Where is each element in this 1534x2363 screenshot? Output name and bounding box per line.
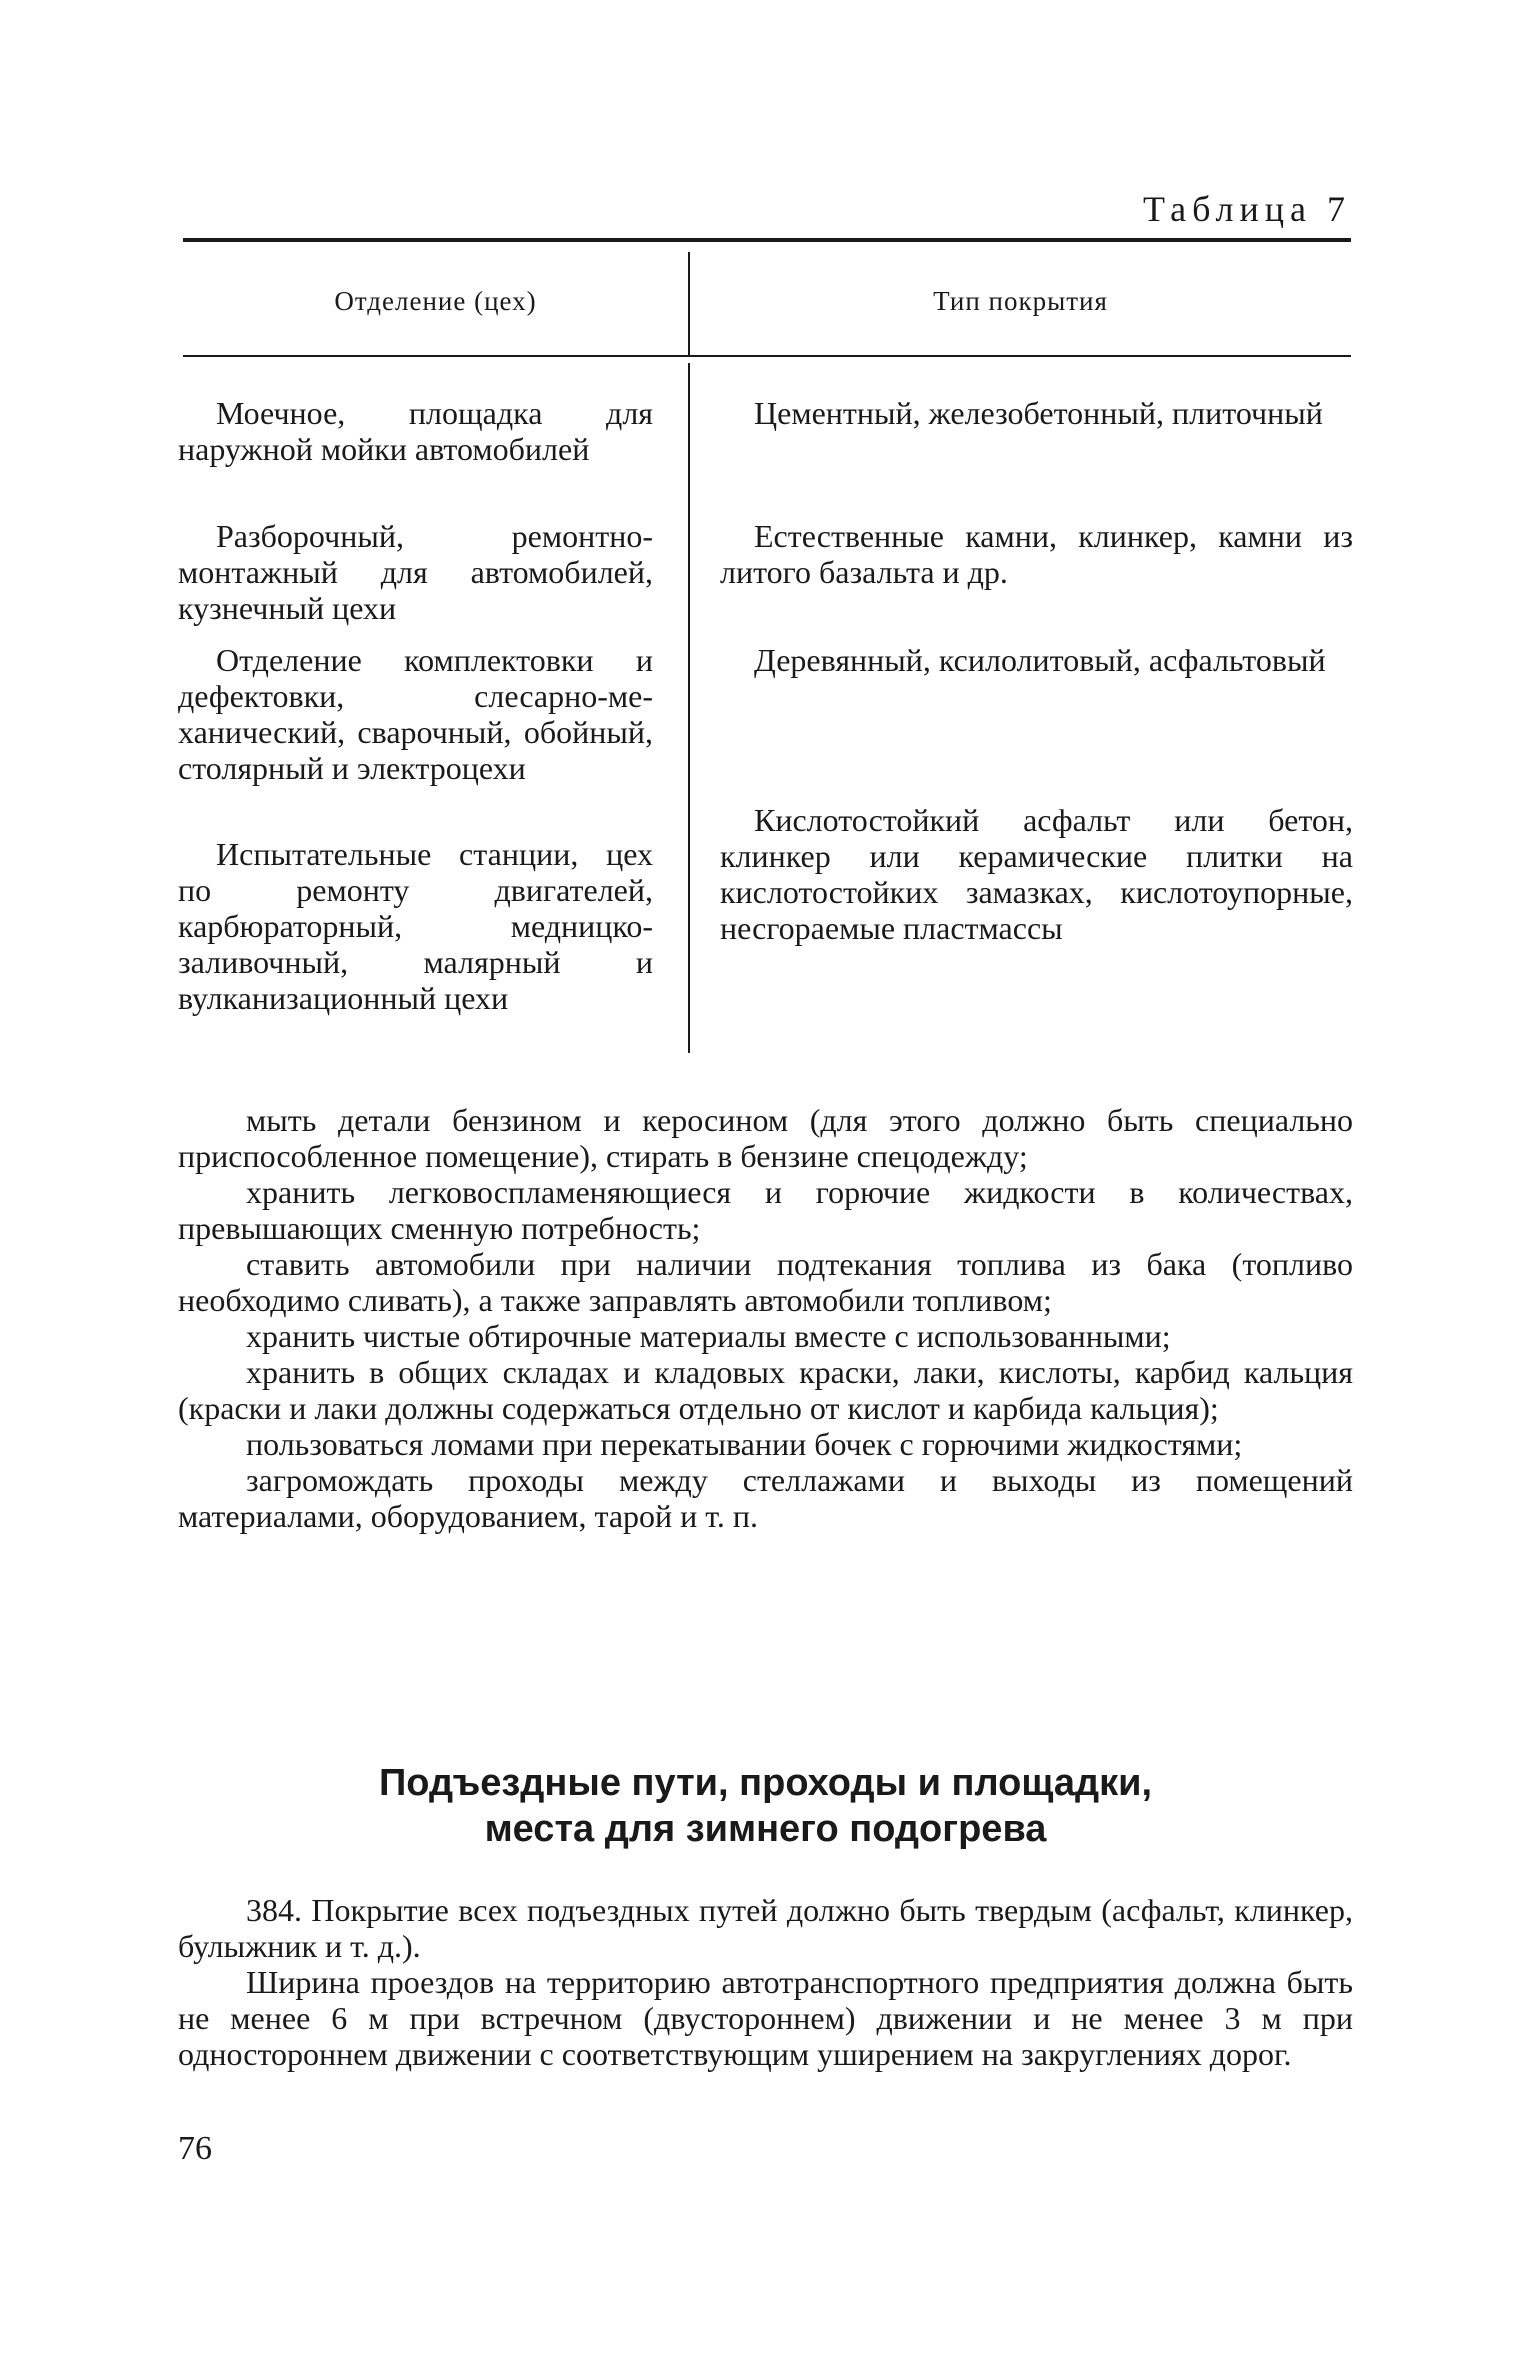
table-row-3-department: Отделение комплектовки и дефектовки, слесарно-механический, сварочный, обойный, столярный и электроцехи — [178, 642, 653, 786]
list-item: хранить легковоспламеняющиеся и горючие жидкости в количествах, превышающих сменную потребность; — [178, 1174, 1353, 1246]
table-row-3-coating: Деревянный, ксилолитовый, асфальтовый — [754, 642, 1326, 678]
section-heading-line-1: Подъездные пути, проходы и площадки, — [378, 1762, 1153, 1804]
list-item: пользоваться ломами при перекатывании бочек с горючими жидкостями; — [246, 1426, 1243, 1462]
section-body — [178, 1892, 1353, 2072]
table-header-rule — [183, 355, 1351, 357]
paragraph-road-width: Ширина проездов на территорию автотранспортного предприятия должна быть не менее 6 м при встречном (двустороннем) движении и не менее 3 м при одностороннем движении с соответствующим уширением на закруглениях дорог. — [178, 1964, 1353, 2072]
table-row-2-department: Разборочный, ремонтно-монтажный для автомобилей, кузнечный цехи — [178, 518, 653, 626]
list-item: мыть детали бензином и керосином (для этого должно быть специально приспособленное помещение), стирать в бензине спецодежду; — [178, 1102, 1353, 1174]
list-item: ставить автомобили при наличии подтекания топлива из бака (топливо необходимо сливать), а также заправлять автомобили топливом; — [178, 1246, 1353, 1318]
list-item: загромождать проходы между стеллажами и выходы из помещений материалами, оборудованием, тарой и т. п. — [178, 1462, 1353, 1534]
table-row-1-department: Моечное, площадка для наружной мойки автомобилей — [178, 395, 653, 467]
section-heading-line-2: места для зимнего подогрева — [484, 1808, 1047, 1850]
table-row-4-department: Испытательные станции, цех по ремонту двигателей, карбюраторный, медницко-заливочный, малярный и вулканизационный цехи — [178, 836, 653, 1016]
table-top-rule — [183, 238, 1351, 242]
table-caption: Таблица 7 — [1143, 189, 1351, 229]
body-column-divider — [688, 363, 690, 1053]
table-row-2-coating: Естественные камни, клинкер, камни из литого базальта и др. — [720, 518, 1353, 590]
paragraph-384: 384. Покрытие всех подъездных путей должно быть твердым (асфальт, клинкер, булыжник и т. д.). — [178, 1892, 1353, 1964]
page-number: 76 — [178, 2130, 212, 2167]
table-header-department: Отделение (цех) — [334, 286, 537, 316]
list-item: хранить чистые обтирочные материалы вместе с использованными; — [246, 1318, 1171, 1354]
list-item: хранить в общих складах и кладовых краски, лаки, кислоты, карбид кальция (краски и лаки должны содержаться отдельно от кислот и карбида кальция); — [178, 1354, 1353, 1426]
section-heading — [178, 1760, 1353, 1852]
table-header-coating: Тип покрытия — [933, 286, 1108, 316]
table-row-4-coating: Кислотостойкий асфальт или бетон, клинкер или керамические плитки на кислотостойких замазках, кислотоупорные, несгораемые пластмассы — [720, 802, 1353, 946]
table-row-1-coating: Цементный, железобетонный, плиточный — [754, 395, 1323, 431]
prohibited-list — [178, 1102, 1353, 1534]
